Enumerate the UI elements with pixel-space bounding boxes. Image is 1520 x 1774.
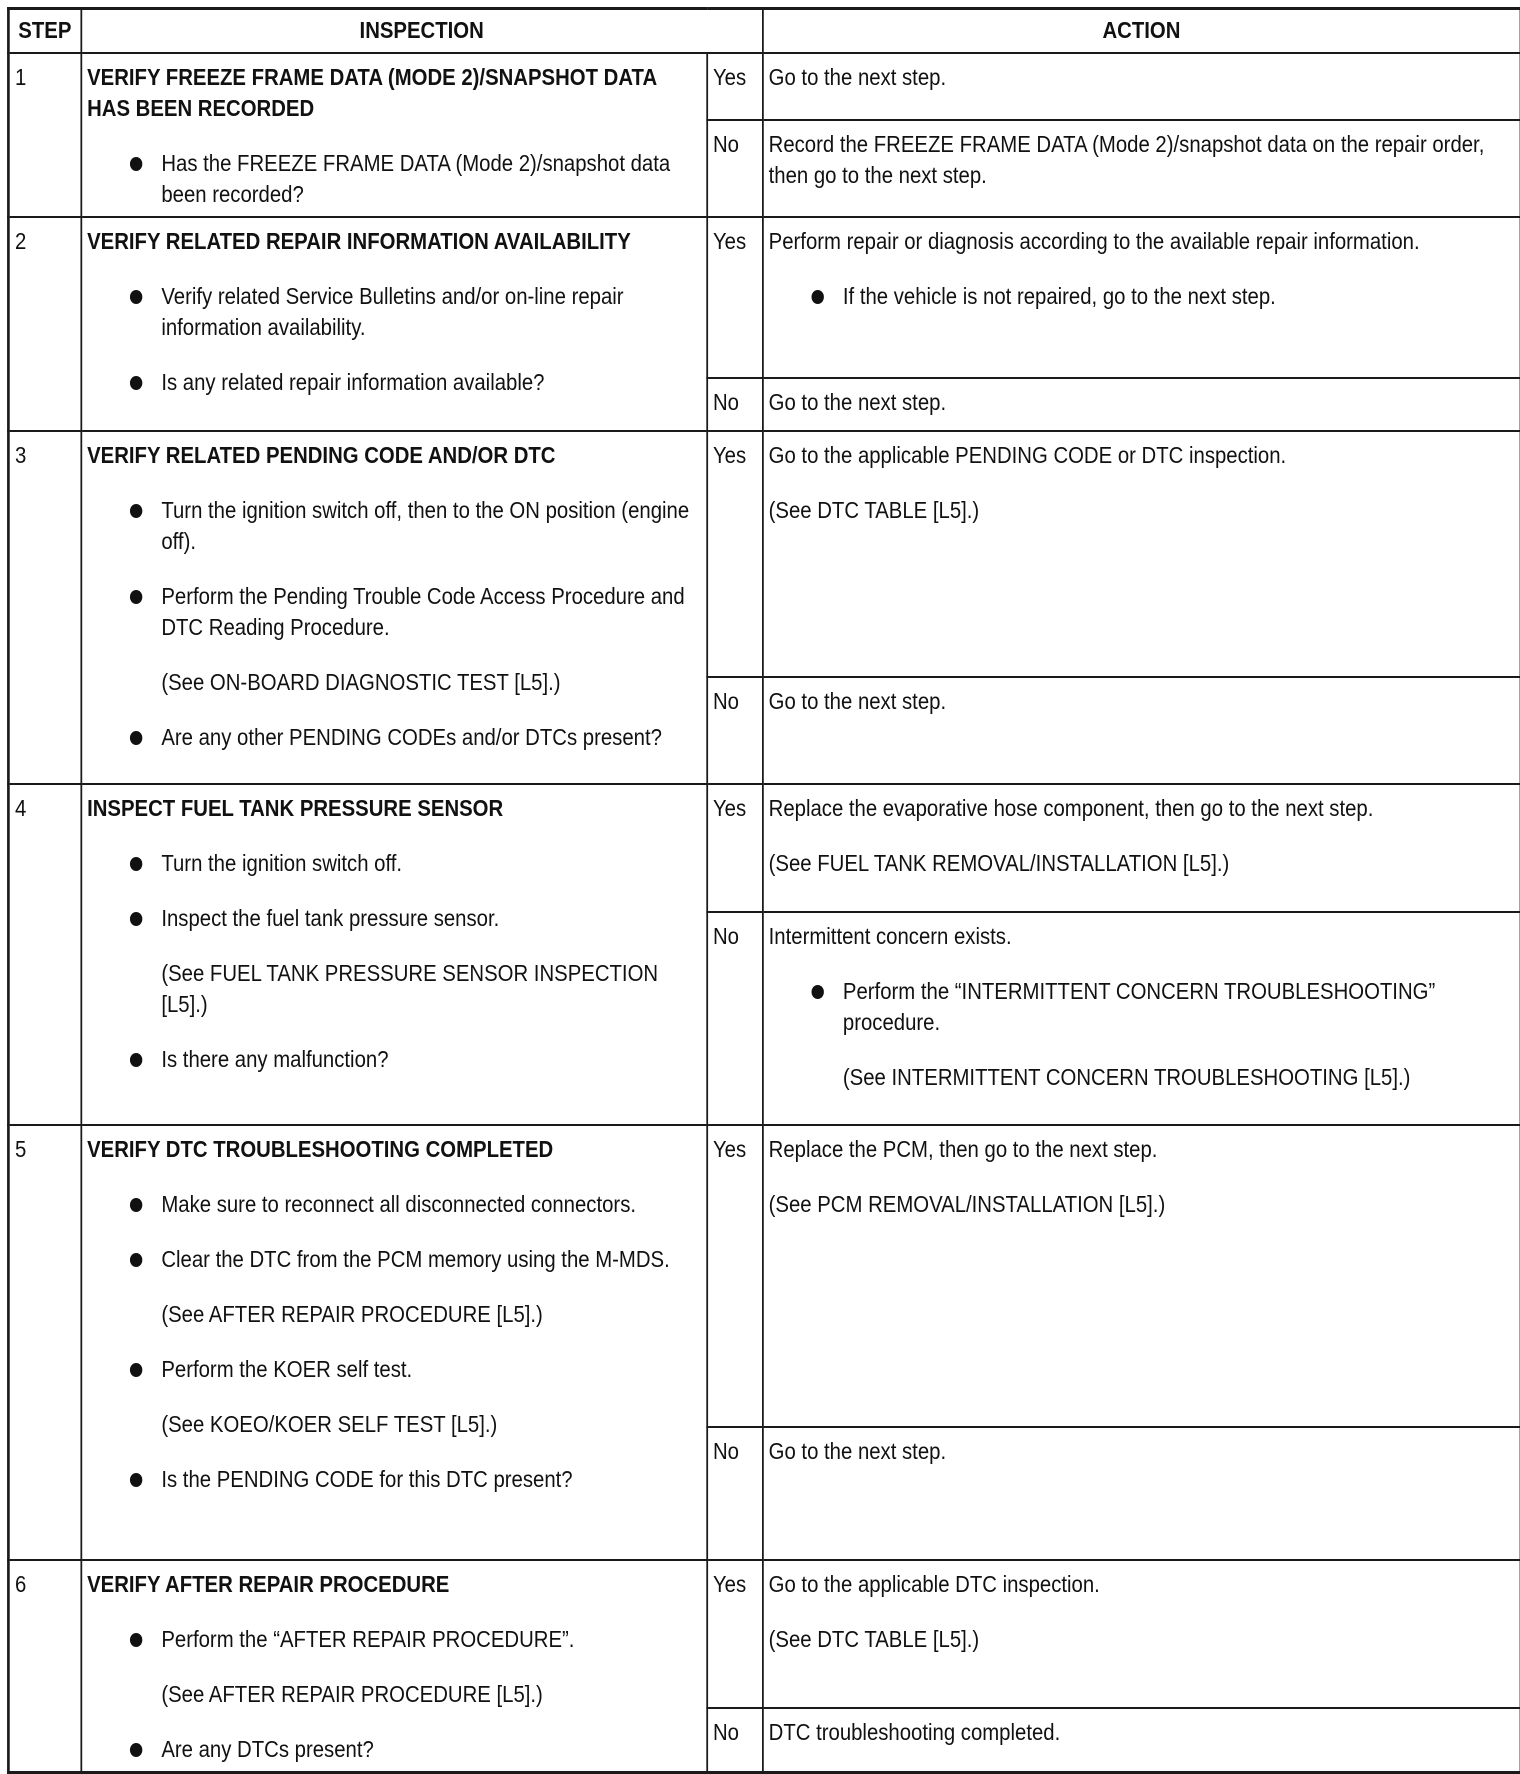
inspection-reference: (See ON-BOARD DIAGNOSTIC TEST [L5].) — [161, 668, 561, 695]
no-action: Intermittent concern exists. — [768, 922, 1012, 949]
action-reference: (See DTC TABLE [L5].) — [768, 1625, 980, 1652]
step-5-yes-row — [8, 1125, 1520, 1427]
inspection-item: Perform the “AFTER REPAIR PROCEDURE”. — [161, 1624, 700, 1655]
inspection-item: Is any related repair information available? — [161, 367, 700, 398]
no-action: Go to the next step. — [762, 677, 1520, 784]
inspection-cell — [81, 217, 707, 431]
inspection-reference: (See AFTER REPAIR PROCEDURE [L5].) — [161, 1680, 543, 1707]
step-number: 2 — [8, 217, 80, 431]
inspection-item: Has the FREEZE FRAME DATA (Mode 2)/snapshot data been recorded? — [161, 148, 700, 210]
step-3-yes-row — [8, 431, 1520, 677]
inspection-cell — [81, 1125, 707, 1560]
inspection-title: VERIFY RELATED REPAIR INFORMATION AVAILABILITY — [87, 227, 631, 254]
inspection-title: VERIFY RELATED PENDING CODE AND/OR DTC — [87, 441, 556, 468]
inspection-cell — [81, 784, 707, 1125]
action-reference: (See PCM REMOVAL/INSTALLATION [L5].) — [768, 1190, 1166, 1217]
no-action: Go to the next step. — [762, 378, 1520, 431]
yes-action: Go to the applicable PENDING CODE or DTC inspection. — [768, 441, 1287, 468]
yes-action: Replace the PCM, then go to the next step. — [768, 1135, 1158, 1162]
yes-action: Go to the applicable DTC inspection. — [768, 1570, 1100, 1597]
step-number: 1 — [8, 53, 80, 217]
no-label: No — [707, 912, 763, 1125]
inspection-reference: (See KOEO/KOER SELF TEST [L5].) — [161, 1410, 498, 1437]
inspection-reference: (See FUEL TANK PRESSURE SENSOR INSPECTION [L5].) — [161, 959, 659, 1017]
yes-action-cell — [762, 784, 1520, 912]
step-1-yes-row — [8, 53, 1520, 120]
inspection-item: Verify related Service Bulletins and/or on-line repair information availability. — [161, 281, 700, 343]
inspection-title: VERIFY DTC TROUBLESHOOTING COMPLETED — [87, 1135, 554, 1162]
no-action: Go to the next step. — [762, 1427, 1520, 1560]
yes-label: Yes — [707, 217, 763, 378]
action-reference: (See INTERMITTENT CONCERN TROUBLESHOOTING [L5].) — [842, 1063, 1411, 1090]
no-action: DTC troubleshooting completed. — [762, 1708, 1520, 1772]
inspection-cell — [81, 431, 707, 784]
header-row — [8, 9, 1520, 53]
inspection-title: VERIFY FREEZE FRAME DATA (MODE 2)/SNAPSHOT DATA HAS BEEN RECORDED — [87, 63, 657, 121]
no-action: Record the FREEZE FRAME DATA (Mode 2)/snapshot data on the repair order, then go to the next step. — [762, 120, 1520, 217]
step-number: 6 — [8, 1560, 80, 1773]
inspection-cell — [81, 1560, 707, 1773]
diagnostic-table — [7, 7, 1520, 1774]
no-label: No — [707, 378, 763, 431]
yes-label: Yes — [707, 1560, 763, 1709]
yes-action: Replace the evaporative hose component, then go to the next step. — [768, 794, 1374, 821]
step-2-yes-row — [8, 217, 1520, 378]
header-action: ACTION — [762, 9, 1520, 53]
yes-label: Yes — [707, 431, 763, 677]
yes-action: Go to the next step. — [762, 53, 1520, 120]
step-4-yes-row — [8, 784, 1520, 912]
inspection-item: Turn the ignition switch off. — [161, 848, 700, 879]
step-number: 3 — [8, 431, 80, 784]
yes-action: Perform repair or diagnosis according to the available repair information. — [768, 227, 1420, 254]
yes-label: Yes — [707, 1125, 763, 1427]
inspection-item: Are any other PENDING CODEs and/or DTCs present? — [161, 722, 700, 753]
inspection-item: Make sure to reconnect all disconnected connectors. — [161, 1189, 700, 1220]
inspection-cell — [81, 53, 707, 217]
yes-label: Yes — [707, 784, 763, 912]
step-number: 4 — [8, 784, 80, 1125]
action-item: Perform the “INTERMITTENT CONCERN TROUBLESHOOTING” procedure. — [843, 976, 1514, 1038]
action-item: If the vehicle is not repaired, go to the next step. — [843, 281, 1514, 312]
yes-action-cell — [762, 217, 1520, 378]
no-label: No — [707, 1427, 763, 1560]
no-action-cell — [762, 912, 1520, 1125]
yes-action-cell — [762, 1125, 1520, 1427]
inspection-item: Perform the Pending Trouble Code Access Procedure and DTC Reading Procedure. — [161, 581, 700, 643]
no-label: No — [707, 120, 763, 217]
yes-label: Yes — [707, 53, 763, 120]
step-number: 5 — [8, 1125, 80, 1560]
yes-action-cell — [762, 1560, 1520, 1709]
inspection-item: Is there any malfunction? — [161, 1044, 700, 1075]
inspection-reference: (See AFTER REPAIR PROCEDURE [L5].) — [161, 1300, 543, 1327]
action-reference: (See DTC TABLE [L5].) — [768, 496, 980, 523]
action-reference: (See FUEL TANK REMOVAL/INSTALLATION [L5].) — [768, 849, 1230, 876]
inspection-item: Are any DTCs present? — [161, 1734, 700, 1765]
inspection-title: INSPECT FUEL TANK PRESSURE SENSOR — [87, 794, 504, 821]
no-label: No — [707, 1708, 763, 1772]
header-inspection: INSPECTION — [81, 9, 763, 53]
inspection-item: Turn the ignition switch off, then to the ON position (engine off). — [161, 495, 700, 557]
inspection-item: Perform the KOER self test. — [161, 1354, 700, 1385]
step-6-yes-row — [8, 1560, 1520, 1709]
yes-action-cell — [762, 431, 1520, 677]
header-step: STEP — [8, 9, 80, 53]
no-label: No — [707, 677, 763, 784]
inspection-title: VERIFY AFTER REPAIR PROCEDURE — [87, 1570, 450, 1597]
inspection-item: Inspect the fuel tank pressure sensor. — [161, 903, 700, 934]
inspection-item: Is the PENDING CODE for this DTC present? — [161, 1464, 700, 1495]
inspection-item: Clear the DTC from the PCM memory using the M-MDS. — [161, 1244, 700, 1275]
